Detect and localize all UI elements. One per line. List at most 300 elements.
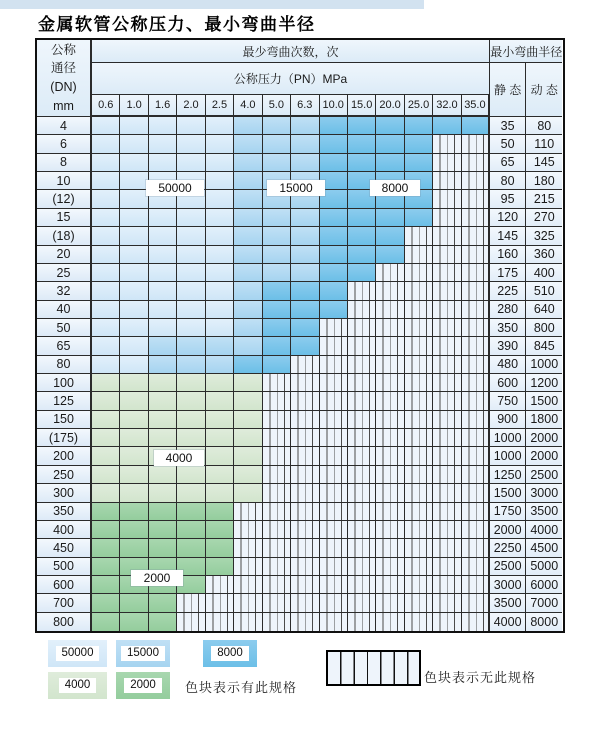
spec-cell <box>92 374 120 392</box>
spec-cell <box>405 411 433 429</box>
dynamic-radius-cell: 510 <box>526 282 562 300</box>
spec-cell <box>291 594 319 612</box>
spec-cell <box>263 392 291 410</box>
spec-cell <box>405 337 433 355</box>
dn-column-header <box>37 40 92 117</box>
spec-cell <box>177 594 205 612</box>
spec-cell <box>433 356 461 374</box>
pressure-tick: 15.0 <box>348 95 376 117</box>
dynamic-radius-cell: 360 <box>526 246 562 264</box>
spec-cell <box>177 539 205 557</box>
dynamic-radius-cell: 1200 <box>526 374 562 392</box>
dynamic-radius-cell: 80 <box>526 117 562 135</box>
pressure-tick: 1.0 <box>120 95 148 117</box>
spec-cell <box>433 521 461 539</box>
dynamic-radius-cell: 3500 <box>526 503 562 521</box>
spec-cell <box>405 447 433 465</box>
spec-cell <box>462 135 490 153</box>
spec-cell <box>263 264 291 282</box>
spec-cell <box>263 411 291 429</box>
spec-cell <box>263 447 291 465</box>
spec-cell <box>348 337 376 355</box>
spec-cell <box>234 117 262 135</box>
spec-cell <box>348 135 376 153</box>
spec-cell <box>462 154 490 172</box>
dn-cell: 125 <box>37 392 92 410</box>
spec-cell <box>462 190 490 208</box>
spec-cell <box>405 264 433 282</box>
spec-cell <box>320 227 348 245</box>
spec-cell <box>291 613 319 631</box>
spec-cell <box>462 613 490 631</box>
spec-cell <box>405 282 433 300</box>
spec-cell <box>177 117 205 135</box>
spec-cell <box>120 190 148 208</box>
spec-cell <box>320 466 348 484</box>
spec-cell <box>92 301 120 319</box>
spec-cell <box>348 374 376 392</box>
static-radius-cell: 480 <box>490 356 526 374</box>
dn-cell: (12) <box>37 190 92 208</box>
spec-cell <box>462 558 490 576</box>
dynamic-radius-cell: 110 <box>526 135 562 153</box>
dynamic-radius-cell: 215 <box>526 190 562 208</box>
dn-cell: 6 <box>37 135 92 153</box>
spec-cell <box>462 503 490 521</box>
spec-cell <box>234 594 262 612</box>
spec-cell <box>348 282 376 300</box>
spec-cell <box>263 558 291 576</box>
spec-cell <box>92 154 120 172</box>
spec-cell <box>120 594 148 612</box>
static-radius-cell: 390 <box>490 337 526 355</box>
spec-cell <box>433 594 461 612</box>
spec-cell <box>376 319 404 337</box>
dn-cell: 32 <box>37 282 92 300</box>
spec-cell <box>149 135 177 153</box>
spec-cell <box>92 282 120 300</box>
dn-header-line: 公称 <box>50 42 76 57</box>
dn-cell: 80 <box>37 356 92 374</box>
dynamic-radius-cell: 400 <box>526 264 562 282</box>
spec-cell <box>291 282 319 300</box>
spec-cell <box>348 521 376 539</box>
spec-cell <box>348 227 376 245</box>
spec-cell <box>206 613 234 631</box>
spec-cell <box>291 484 319 502</box>
spec-cell <box>348 319 376 337</box>
dynamic-radius-cell: 6000 <box>526 576 562 594</box>
dn-cell: 350 <box>37 503 92 521</box>
spec-cell <box>149 227 177 245</box>
spec-cell <box>234 337 262 355</box>
spec-cell <box>234 576 262 594</box>
legend-swatch-8000 <box>203 640 257 667</box>
spec-cell <box>320 594 348 612</box>
spec-cell <box>177 374 205 392</box>
spec-cell <box>120 301 148 319</box>
dynamic-radius-cell: 845 <box>526 337 562 355</box>
spec-cell <box>263 135 291 153</box>
spec-cell <box>348 117 376 135</box>
spec-cell <box>206 484 234 502</box>
static-radius-cell: 2250 <box>490 539 526 557</box>
dn-cell: 50 <box>37 319 92 337</box>
static-radius-cell: 3000 <box>490 576 526 594</box>
dn-cell: 400 <box>37 521 92 539</box>
spec-cell <box>92 429 120 447</box>
spec-cell <box>291 135 319 153</box>
spec-cell <box>206 135 234 153</box>
spec-cell <box>433 117 461 135</box>
spec-cell <box>405 154 433 172</box>
min-bend-radius-header: 最小弯曲半径 <box>490 40 562 63</box>
spec-cell <box>405 135 433 153</box>
spec-table <box>35 38 565 633</box>
spec-cell <box>405 301 433 319</box>
dynamic-radius-cell: 8000 <box>526 613 562 631</box>
spec-cell <box>120 411 148 429</box>
static-radius-cell: 1000 <box>490 447 526 465</box>
spec-cell <box>462 117 490 135</box>
spec-cell <box>120 521 148 539</box>
spec-cell <box>234 503 262 521</box>
spec-cell <box>92 447 120 465</box>
static-radius-cell: 350 <box>490 319 526 337</box>
spec-cell <box>376 227 404 245</box>
spec-cell <box>376 503 404 521</box>
legend-swatch-label: 50000 <box>56 646 100 661</box>
spec-cell <box>376 558 404 576</box>
spec-cell <box>177 227 205 245</box>
spec-cell <box>433 484 461 502</box>
dynamic-radius-cell: 5000 <box>526 558 562 576</box>
spec-cell <box>348 392 376 410</box>
bend-cycles-region-label: 4000 <box>154 450 204 466</box>
dn-cell: 15 <box>37 209 92 227</box>
spec-cell <box>120 484 148 502</box>
spec-cell <box>433 613 461 631</box>
spec-cell <box>462 319 490 337</box>
spec-cell <box>320 539 348 557</box>
static-radius-cell: 1500 <box>490 484 526 502</box>
dn-cell: 800 <box>37 613 92 631</box>
spec-cell <box>376 484 404 502</box>
spec-cell <box>206 264 234 282</box>
legend-swatch-label: 8000 <box>211 646 249 661</box>
spec-cell <box>291 576 319 594</box>
spec-cell <box>234 282 262 300</box>
has-spec-caption: 色块表示有此规格 <box>185 680 298 695</box>
spec-cell <box>234 190 262 208</box>
dynamic-radius-cell: 270 <box>526 209 562 227</box>
bend-cycles-region-label: 2000 <box>131 570 183 586</box>
dn-cell: 700 <box>37 594 92 612</box>
pressure-tick: 0.6 <box>92 95 120 117</box>
pressure-tick: 35.0 <box>462 95 490 117</box>
bend-cycles-region-label: 8000 <box>370 180 420 196</box>
spec-cell <box>320 319 348 337</box>
static-radius-cell: 35 <box>490 117 526 135</box>
spec-cell <box>376 209 404 227</box>
spec-cell <box>263 613 291 631</box>
spec-cell <box>206 117 234 135</box>
spec-cell <box>149 503 177 521</box>
spec-cell <box>462 209 490 227</box>
page-title: 金属软管公称压力、最小弯曲半径 <box>38 15 316 35</box>
spec-cell <box>120 539 148 557</box>
spec-cell <box>206 392 234 410</box>
spec-cell <box>376 154 404 172</box>
spec-cell <box>92 392 120 410</box>
spec-cell <box>234 135 262 153</box>
dynamic-radius-cell: 325 <box>526 227 562 245</box>
spec-cell <box>234 356 262 374</box>
spec-cell <box>234 447 262 465</box>
legend-swatch-2000 <box>116 672 170 699</box>
spec-cell <box>376 301 404 319</box>
dynamic-radius-cell: 2000 <box>526 429 562 447</box>
static-radius-cell: 3500 <box>490 594 526 612</box>
spec-cell <box>348 246 376 264</box>
spec-cell <box>291 392 319 410</box>
spec-cell <box>92 466 120 484</box>
spec-cell <box>263 521 291 539</box>
spec-cell <box>234 558 262 576</box>
pressure-tick: 2.0 <box>177 95 205 117</box>
spec-cell <box>376 576 404 594</box>
spec-cell <box>120 135 148 153</box>
spec-cell <box>234 466 262 484</box>
spec-cell <box>149 337 177 355</box>
dn-cell: 4 <box>37 117 92 135</box>
spec-cell <box>462 246 490 264</box>
spec-cell <box>291 539 319 557</box>
spec-cell <box>234 411 262 429</box>
legend-swatch-50000 <box>48 640 107 667</box>
spec-cell <box>234 539 262 557</box>
spec-cell <box>376 356 404 374</box>
spec-cell <box>206 558 234 576</box>
static-radius-cell: 145 <box>490 227 526 245</box>
spec-cell <box>376 539 404 557</box>
spec-cell <box>433 319 461 337</box>
spec-cell <box>320 558 348 576</box>
legend-swatch-label: 4000 <box>59 678 97 693</box>
spec-cell <box>120 264 148 282</box>
pressure-tick: 20.0 <box>376 95 404 117</box>
spec-cell <box>405 539 433 557</box>
bend-cycles-region-label: 50000 <box>146 180 204 196</box>
dn-cell: 300 <box>37 484 92 502</box>
spec-cell <box>405 319 433 337</box>
legend-swatch-label: 15000 <box>121 646 165 661</box>
spec-cell <box>462 429 490 447</box>
spec-cell <box>177 301 205 319</box>
spec-cell <box>405 503 433 521</box>
spec-cell <box>92 337 120 355</box>
spec-cell <box>348 503 376 521</box>
spec-cell <box>405 429 433 447</box>
spec-cell <box>120 466 148 484</box>
spec-cell <box>263 209 291 227</box>
spec-cell <box>320 429 348 447</box>
spec-cell <box>376 429 404 447</box>
spec-cell <box>206 209 234 227</box>
spec-cell <box>263 374 291 392</box>
spec-cell <box>149 411 177 429</box>
spec-cell <box>320 613 348 631</box>
spec-cell <box>433 374 461 392</box>
spec-cell <box>234 521 262 539</box>
spec-cell <box>376 374 404 392</box>
spec-cell <box>291 319 319 337</box>
spec-cell <box>234 301 262 319</box>
dn-header-line: mm <box>53 98 74 113</box>
dynamic-radius-cell: 4000 <box>526 521 562 539</box>
spec-cell <box>120 319 148 337</box>
static-radius-cell: 80 <box>490 172 526 190</box>
spec-cell <box>149 521 177 539</box>
spec-cell <box>92 558 120 576</box>
spec-cell <box>263 301 291 319</box>
spec-cell <box>320 282 348 300</box>
spec-cell <box>433 392 461 410</box>
spec-cell <box>206 521 234 539</box>
spec-cell <box>405 613 433 631</box>
static-radius-cell: 225 <box>490 282 526 300</box>
spec-cell <box>348 539 376 557</box>
spec-cell <box>376 264 404 282</box>
spec-cell <box>149 539 177 557</box>
spec-cell <box>462 411 490 429</box>
static-radius-cell: 175 <box>490 264 526 282</box>
spec-cell <box>149 319 177 337</box>
spec-cell <box>177 337 205 355</box>
spec-cell <box>405 392 433 410</box>
spec-cell <box>462 337 490 355</box>
spec-cell <box>149 264 177 282</box>
spec-cell <box>120 154 148 172</box>
spec-cell <box>206 576 234 594</box>
spec-cell <box>263 246 291 264</box>
static-radius-cell: 95 <box>490 190 526 208</box>
static-radius-cell: 1000 <box>490 429 526 447</box>
spec-cell <box>177 411 205 429</box>
spec-cell <box>234 172 262 190</box>
spec-cell <box>177 209 205 227</box>
pressure-tick: 32.0 <box>433 95 461 117</box>
spec-cell <box>348 429 376 447</box>
spec-cell <box>376 466 404 484</box>
spec-cell <box>433 337 461 355</box>
dynamic-radius-cell: 1500 <box>526 392 562 410</box>
spec-cell <box>177 484 205 502</box>
spec-cell <box>149 392 177 410</box>
spec-cell <box>149 613 177 631</box>
spec-cell <box>462 484 490 502</box>
spec-cell <box>92 411 120 429</box>
spec-cell <box>462 594 490 612</box>
spec-cell <box>405 246 433 264</box>
spec-cell <box>405 558 433 576</box>
legend-swatch-label: 2000 <box>124 678 162 693</box>
spec-cell <box>405 356 433 374</box>
spec-cell <box>92 484 120 502</box>
spec-cell <box>206 190 234 208</box>
spec-cell <box>433 264 461 282</box>
spec-cell <box>320 447 348 465</box>
spec-cell <box>263 282 291 300</box>
spec-cell <box>92 594 120 612</box>
no-spec-swatch <box>326 650 421 686</box>
spec-cell <box>462 264 490 282</box>
spec-cell <box>291 447 319 465</box>
spec-cell <box>92 539 120 557</box>
pressure-tick: 2.5 <box>206 95 234 117</box>
dn-cell: 65 <box>37 337 92 355</box>
spec-cell <box>462 301 490 319</box>
spec-cell <box>263 539 291 557</box>
spec-cell <box>348 613 376 631</box>
spec-cell <box>149 374 177 392</box>
dn-header-line: (DN) <box>50 80 77 94</box>
spec-cell <box>263 319 291 337</box>
spec-cell <box>206 227 234 245</box>
spec-cell <box>405 227 433 245</box>
spec-cell <box>120 209 148 227</box>
spec-cell <box>376 135 404 153</box>
dn-cell: 20 <box>37 246 92 264</box>
spec-cell <box>120 246 148 264</box>
spec-cell <box>291 246 319 264</box>
dn-cell: 500 <box>37 558 92 576</box>
spec-cell <box>120 447 148 465</box>
spec-cell <box>177 282 205 300</box>
spec-cell <box>291 374 319 392</box>
spec-cell <box>433 411 461 429</box>
spec-cell <box>234 246 262 264</box>
spec-cell <box>433 282 461 300</box>
spec-cell <box>263 117 291 135</box>
legend-swatch-4000 <box>48 672 107 699</box>
spec-cell <box>149 356 177 374</box>
spec-cell <box>92 521 120 539</box>
spec-cell <box>320 521 348 539</box>
dynamic-radius-cell: 180 <box>526 172 562 190</box>
spec-cell <box>462 392 490 410</box>
spec-cell <box>405 576 433 594</box>
spec-cell <box>320 246 348 264</box>
spec-cell <box>291 301 319 319</box>
static-column-header: 静 态 <box>490 63 526 117</box>
spec-cell <box>149 594 177 612</box>
legend-swatch-15000 <box>116 640 170 667</box>
spec-cell <box>92 117 120 135</box>
spec-cell <box>291 337 319 355</box>
spec-cell <box>149 466 177 484</box>
spec-cell <box>92 319 120 337</box>
spec-cell <box>348 594 376 612</box>
dn-cell: 200 <box>37 447 92 465</box>
spec-cell <box>348 484 376 502</box>
static-radius-cell: 50 <box>490 135 526 153</box>
spec-cell <box>320 264 348 282</box>
spec-cell <box>291 521 319 539</box>
spec-cell <box>92 209 120 227</box>
spec-cell <box>149 154 177 172</box>
spec-cell <box>320 576 348 594</box>
